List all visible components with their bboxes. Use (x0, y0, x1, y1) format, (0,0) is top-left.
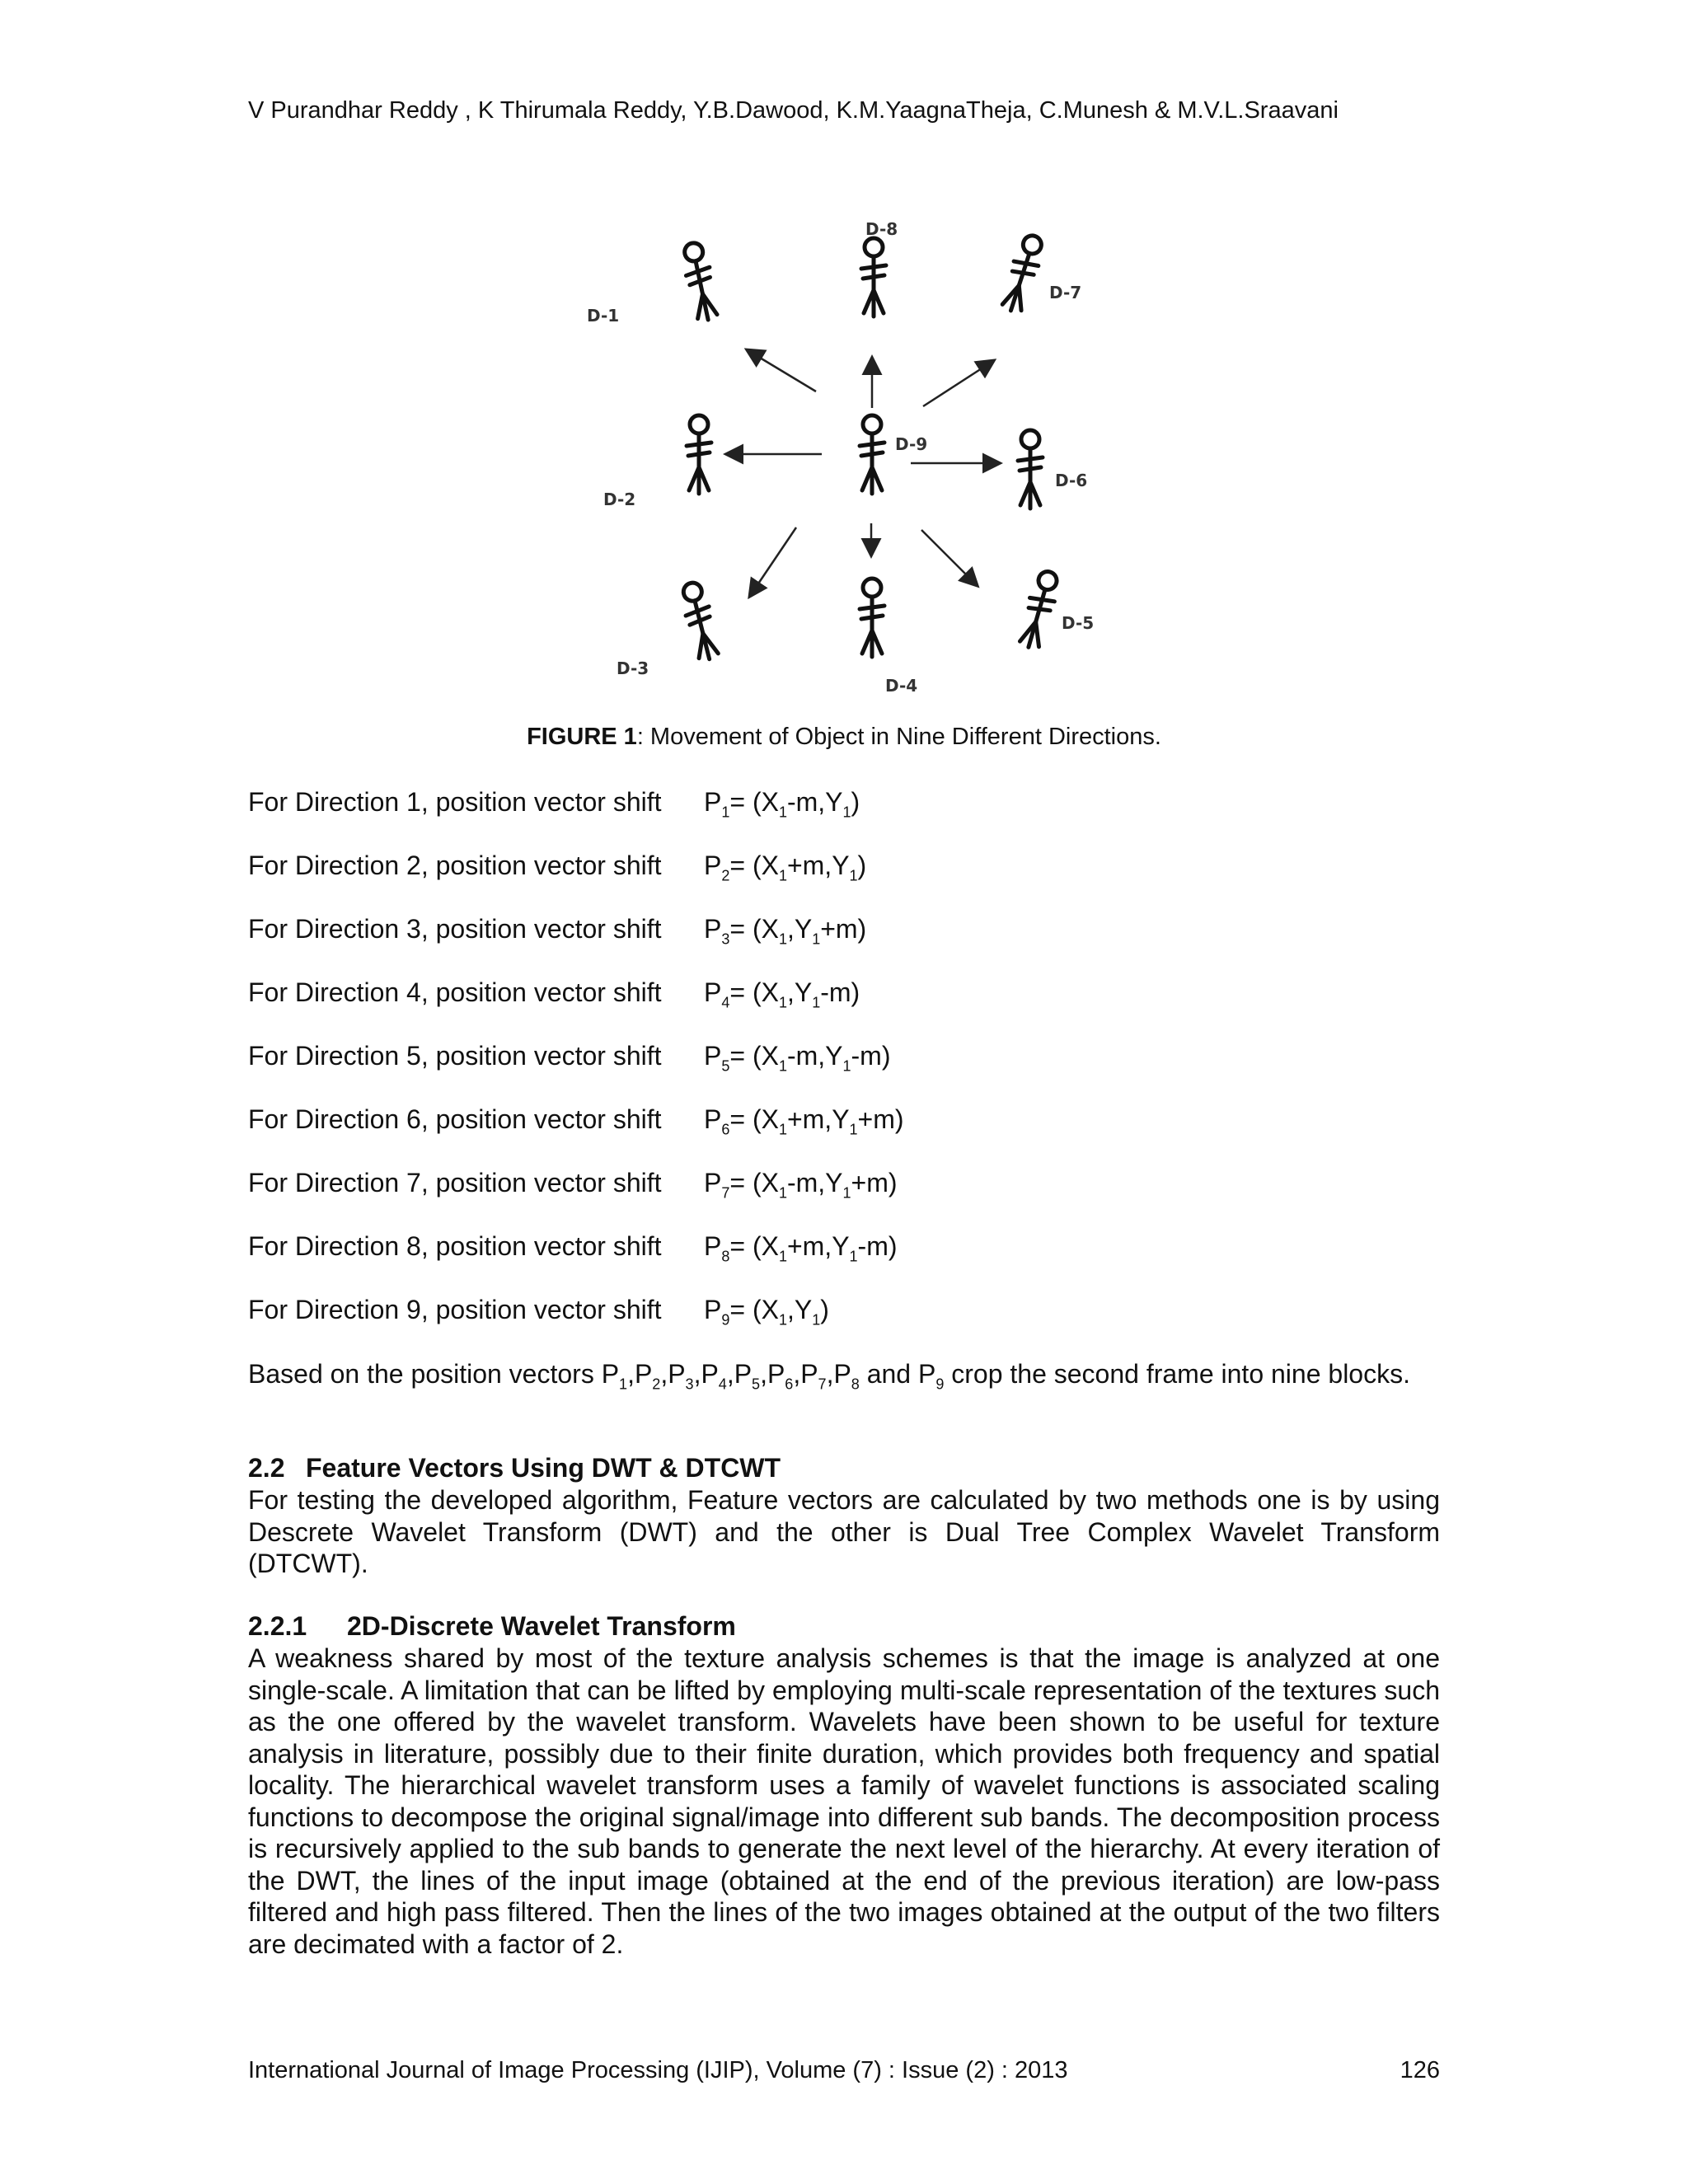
figure-d2 (687, 415, 711, 494)
label-d6: D-6 (1055, 471, 1088, 490)
running-header: V Purandhar Reddy , K Thirumala Reddy, Y.B.Dawood, K.M.YaagnaTheja, C.Munesh & M.V.L.Sraavani (248, 97, 1339, 124)
caption-text: : Movement of Object in Nine Different Directions. (636, 724, 1161, 750)
caption-label: FIGURE 1 (527, 724, 637, 750)
figure-d1 (680, 241, 720, 322)
label-d7: D-7 (1049, 283, 1082, 302)
label-d5: D-5 (1062, 613, 1095, 633)
direction-row: For Direction 3, position vector shift $P_3= (X_1,Y_1+m)$ (248, 914, 867, 948)
label-d4: D-4 (885, 676, 918, 696)
figure-d6 (1018, 430, 1043, 509)
label-d9: D-9 (895, 434, 928, 454)
figure-caption (0, 724, 1688, 751)
journal-footer: International Journal of Image Processing (IJIP), Volume (7) : Issue (2) : 2013 (248, 2057, 1068, 2083)
crop-paragraph: Based on the position vectors $P_1,P_2,P_3,P_4,P_5,P_6,P_7,P_8$ and $P_9$ crop the second frame into nine blocks. (248, 1359, 1410, 1393)
arrow-d5 (921, 530, 977, 585)
direction-row: For Direction 7, position vector shift $P_7= (X_1-m,Y_1+m)$ (248, 1168, 898, 1202)
direction-row: For Direction 1, position vector shift $P_1= (X_1-m,Y_1)$ (248, 787, 860, 821)
figure-d3 (678, 580, 721, 662)
arrow-d3 (750, 527, 796, 596)
section-heading-2-2: 2.2 Feature Vectors Using DWT & DTCWT (248, 1453, 781, 1483)
figure-d8 (861, 238, 886, 316)
figure-1 (577, 210, 1113, 705)
direction-row: For Direction 2, position vector shift $P_2= (X_1+m,Y_1)$ (248, 851, 867, 884)
section-2-2-1-body: A weakness shared by most of the texture analysis schemes is that the image is analyzed at one single-scale. A limitation that can be lifted by employing multi-scale representation of the textures such as the one offered by the wavelet transform. Wavelets have been shown to be useful for texture analysis in literature, possibly due to their finite duration, which provides both frequency and spatial locality. The hierarchical wavelet transform uses a family of wavelet functions is associated scaling functions to decompose the original signal/image into different sub bands. The decomposition process is recursively applied to the sub bands to generate the next level of the hierarchy. At every iteration of the DWT, the lines of the input image (obtained at the end of the previous iteration) are low-pass filtered and high pass filtered. Then the lines of the two images obtained at the output of the two filters are decimated with a factor of 2. (248, 1643, 1440, 1959)
arrow-d1 (748, 350, 816, 391)
label-d2: D-2 (603, 490, 636, 509)
direction-row: For Direction 9, position vector shift $P_9= (X_1,Y_1)$ (248, 1295, 829, 1329)
label-d3: D-3 (617, 658, 649, 678)
label-d8: D-8 (865, 219, 898, 239)
figure-d9 (860, 415, 884, 494)
direction-row: For Direction 4, position vector shift $P_4= (X_1,Y_1-m)$ (248, 977, 860, 1011)
direction-row: For Direction 5, position vector shift $P_5= (X_1-m,Y_1-m)$ (248, 1041, 891, 1075)
figure-d7 (999, 232, 1047, 315)
direction-diagram (577, 210, 1113, 705)
direction-row: For Direction 6, position vector shift $P_6= (X_1+m,Y_1+m)$ (248, 1104, 904, 1138)
section-heading-2-2-1: 2.2.1 2D-Discrete Wavelet Transform (248, 1611, 736, 1641)
page-number: 126 (1400, 2057, 1440, 2083)
label-d1: D-1 (587, 306, 620, 326)
direction-row: For Direction 8, position vector shift $P_8= (X_1+m,Y_1-m)$ (248, 1231, 898, 1265)
section-2-2-body: For testing the developed algorithm, Feature vectors are calculated by two methods one is by using Descrete Wavelet Transform (DWT) and the other is Dual Tree Complex Wavelet Transform (DTCWT). (248, 1485, 1440, 1578)
figure-d5 (1016, 569, 1062, 651)
arrow-d7 (923, 361, 993, 406)
figure-d4 (860, 579, 884, 657)
